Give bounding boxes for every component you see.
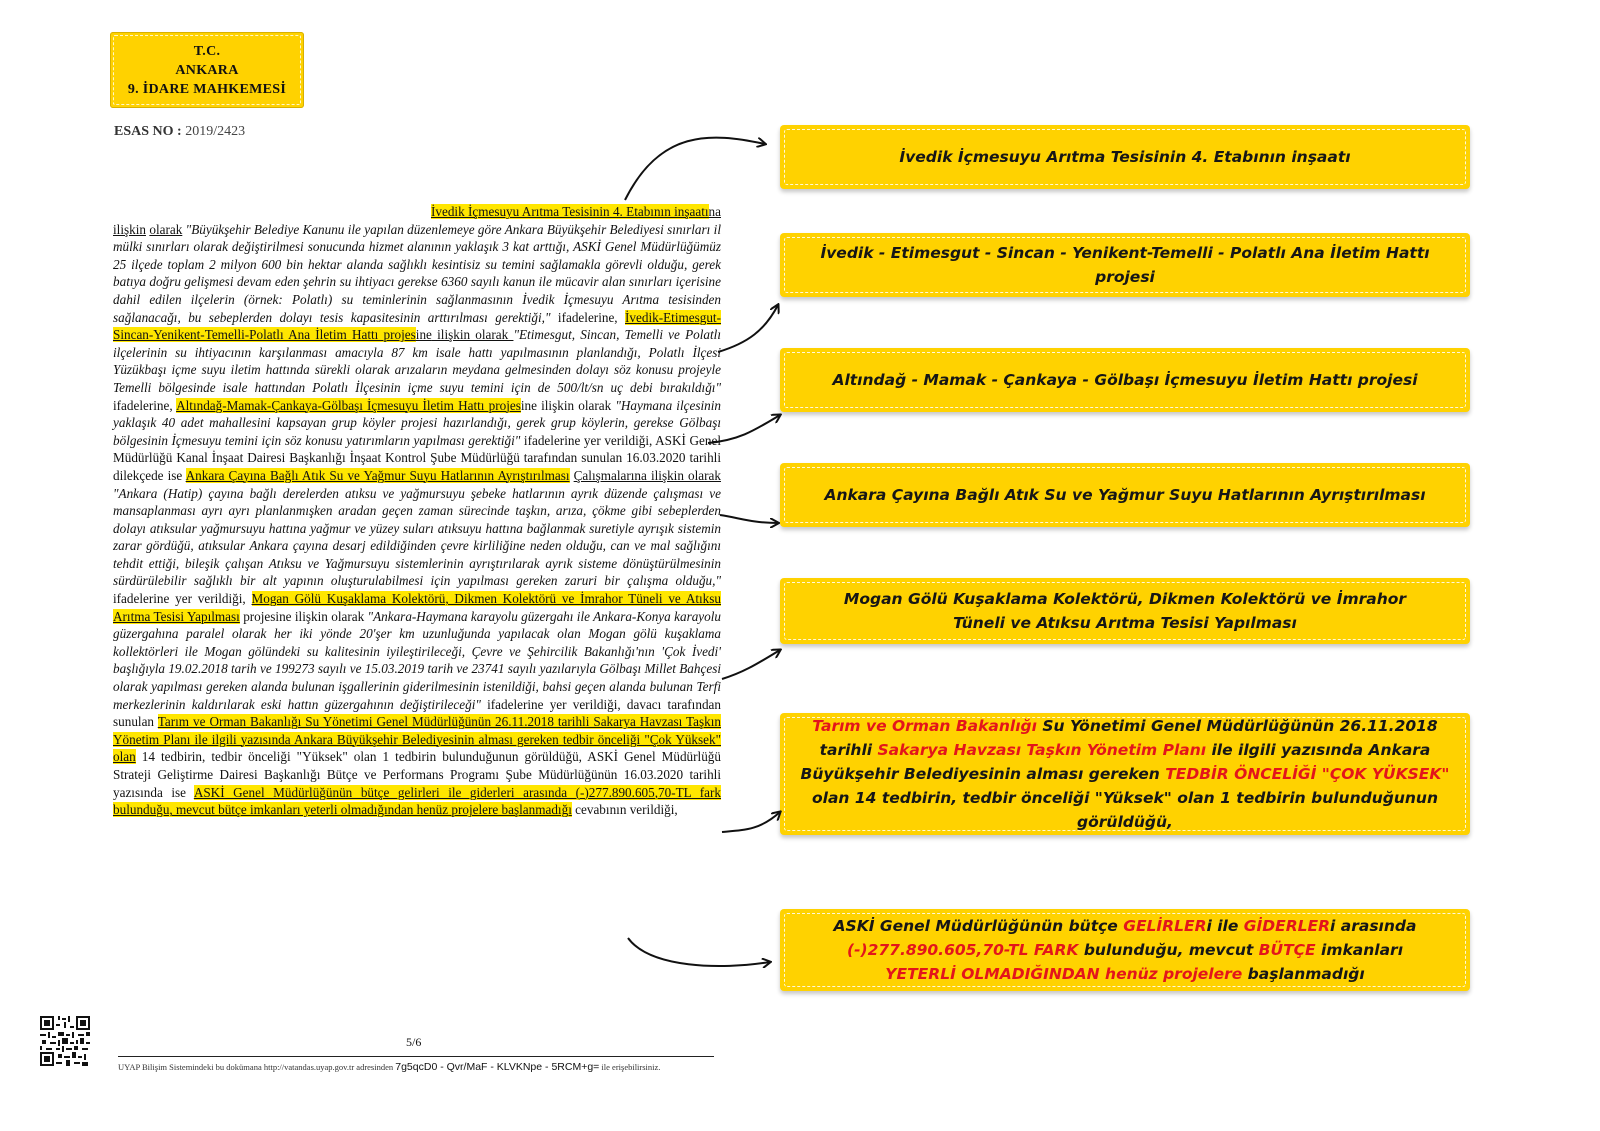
court-header-box — [110, 32, 304, 108]
highlight-tarim-orman: Tarım ve Orman Bakanlığı Su Yönetimi Genel Müdürlüğünün 26.11.2018 tarihli Sakarya Havzası Taşkın Yönetim Planı ile ilgili yazısında Ankara Büyükşehir Belediyesinin alması gereken tedbir önceliği "Çok Yüksek" olan — [113, 714, 721, 765]
arrow-6 — [722, 812, 780, 832]
quote-segment: "Büyükşehir Belediye Kanunu ile yapılan düzenlemeye göre Ankara Büyükşehir Belediyesi sınırları il mülki sınırları olarak değiştirilmesi sonucunda hizmet alanının yaklaşık 3 kat arttığı, ASKİ Genel Müdürlüğümüz 25 ilçede toplam 2 milyon 600 bin hektar alanda sağlıklı kesintisiz su temini sağlamakla görevli olduğu, gerek batıya doğru gelişmesi devam eden şehrin su ihtiyacı gerekse 6360 sayılı kanun ile mücavir alan sınırları içerisine dahil edilen ilçelerin (örnek: Polatlı) su teminlerinin sağlanmasının İvedik İçmesuyu Arıtma tesisinden sağlanacağı, bu sebeplerden dolayı tesis kapasitesinin arttırılması gerektiği," — [113, 221, 722, 325]
red-text: TEDBİR ÖNCELİĞİ "ÇOK YÜKSEK" — [1165, 765, 1450, 783]
quote-segment: "Ankara-Haymana karayolu güzergahı ile Ankara-Konya karayolu güzergahına paralel olarak her iki yönde 20'şer km uzunluğunda yapılacak olan Mogan gölü kuşaklama kollektörleri ile Mogan gölündeki su kalitesinin iyileştirileceği, Çevre ve Şehircilik Bakanlığı'nın 'Çok İvedi' başlığıyla 19.02.2018 tarih ve 199273 sayılı ve 15.03.2019 tarih ve 23741 sayılı yazılarıyla Gölbaşı Millet Bahçesi olarak yapılması gereken alanda bulunan işgallerinin giderilmesinin istenildiği, bahsi geçen alanda bulunan Terfi merkezlerinin kaldırılarak eski hattın güzergahının değiştirileceği" — [113, 608, 721, 712]
highlight-ankara-cayi: Ankara Çayına Bağlı Atık Su ve Yağmur Suyu Hatlarının Ayrıştırılması — [185, 467, 570, 483]
page-number: 5/6 — [406, 1035, 422, 1049]
callout-ivedik-polatli-line — [780, 233, 1470, 297]
arrow-4 — [720, 515, 778, 523]
footer-text-end: ile erişebilirsiniz. — [599, 1062, 661, 1072]
highlight-aski-budget: ASKİ Genel Müdürlüğünün bütçe gelirleri ile giderleri arasında (-)277.890.605,70-TL fark bulunduğu, mevcut bütçe imkanları yeterli olmadığından henüz projelere başlanmadığı — [113, 784, 721, 818]
footer-access-code: 7g5qcD0 - Qvr/MaF - KLVKNpe - 5RCM+g= — [395, 1061, 600, 1073]
text-segment: i ile — [1206, 917, 1244, 935]
red-text: BÜTÇE — [1258, 941, 1316, 959]
red-text: Tarım ve Orman Bakanlığı — [812, 717, 1037, 735]
text-segment: başlanmadığı — [1242, 965, 1365, 983]
qr-code-icon — [40, 1016, 90, 1066]
text-segment: olarak — [149, 221, 183, 237]
text-segment: ile ilgili yazısında Ankara Büyükşehir Belediyesinin alması gereken — [800, 741, 1431, 783]
callout-tarim-orman — [780, 713, 1470, 835]
text-segment: ifadelerine yer verildiği, davacı tarafından sunulan — [113, 696, 721, 730]
red-text: GİDERLER — [1243, 917, 1331, 935]
callout-text — [820, 914, 1430, 986]
footer-text: UYAP Bilişim Sistemindeki bu dokümana http://vatandas.uyap.gov.tr adresinden — [118, 1062, 396, 1072]
callout-text: Mogan Gölü Kuşaklama Kolektörü, Dikmen Kolektörü ve İmrahor Tüneli ve Atıksu Arıtma Tesisi Yapılması — [843, 590, 1407, 632]
callout-mogan — [780, 578, 1470, 644]
court-name: 9. İDARE MAHKEMESİ — [127, 81, 287, 97]
red-text: Sakarya Havzası Taşkın Yönetim Planı — [877, 741, 1207, 759]
first-line — [113, 203, 721, 221]
callout-text: İvedik İçmesuyu Arıtma Tesisinin 4. Etabının inşaatı — [899, 148, 1351, 166]
highlight-ivedik-polatli-line: İvedik-Etimesgut-Sincan-Yenikent-Temelli-Polatlı Ana İletim Hattı projes — [113, 309, 721, 343]
footer-divider — [118, 1056, 714, 1057]
arrow-2 — [718, 305, 778, 352]
callout-ivedik-treatment — [780, 125, 1470, 189]
text-segment: ilişkin — [113, 221, 146, 237]
footer-note — [118, 1061, 660, 1073]
callout-text: İvedik - Etimesgut - Sincan - Yenikent-Temelli - Polatlı Ana İletim Hattı projesi — [820, 244, 1430, 286]
court-city: ANKARA — [175, 62, 239, 78]
red-text: YETERLİ OLMADIĞINDAN henüz projelere — [885, 965, 1243, 983]
text-segment: imkanları — [1315, 941, 1404, 959]
text-segment: na — [708, 204, 721, 219]
text-segment: ifadelerine yer verildiği, — [113, 591, 252, 607]
text-segment: Su Yönetimi Genel Müdürlüğünün 26.11.2018 tarihli — [819, 717, 1438, 759]
quote-segment: "Etimesgut, Sincan, Temelli ve Polatlı ilçelerinin su ihtiyacının karşılanması amacıyla 87 km isale hattı yapılmasının planlandığı, Polatlı İlçesi Yüzükbaşı içme suyu iletim hattında sürekli olarak arızaların meydana gelmesinden dolayı söz konusu projeyle Temelli bölgesinde isale hattından Polatlı İlçesinin içme suyu temini için de 500/lt/sn uç debi bırakıldığı" — [113, 327, 721, 395]
arrow-5 — [722, 650, 780, 679]
case-number — [114, 124, 245, 140]
callout-ankara-cayi — [780, 463, 1470, 527]
text-segment: ine ilişkin olarak — [520, 397, 616, 413]
text-segment: ifadelerine, — [550, 309, 626, 325]
text-segment: ifadelerine yer verildiği, ASKİ Genel Müdürlüğü Kanal İnşaat Dairesi Başkanlığı İnşaat Kontrol Şube Müdürlüğü tarafından sunulan 16.03.2020 tarihli dilekçede ise — [113, 432, 722, 483]
case-number-value: 2019/2423 — [185, 124, 246, 139]
callout-aski-budget — [780, 909, 1470, 991]
callout-text — [798, 714, 1452, 834]
text-segment: Çalışmalarına ilişkin olarak — [573, 467, 721, 483]
callout-text: Ankara Çayına Bağlı Atık Su ve Yağmur Suyu Hatlarının Ayrıştırılması — [824, 486, 1426, 504]
highlight-altindag-line: Altındağ-Mamak-Çankaya-Gölbaşı İçmesuyu İletim Hattı projes — [176, 397, 521, 413]
quote-segment: "Haymana ilçesinin yaklaşık 40 adet mahallesini kapsayan grup köyler projesi hazırlandığı, gerek grup köylerin, gerekse Gölbaşı bölgesinin İçmesuyu temini için söz konusu yatırımların yapılması gerektiği" — [113, 397, 721, 448]
text-segment: ifadelerine, — [113, 397, 177, 413]
arrow-1 — [625, 138, 765, 200]
text-segment: bulunduğu, mevcut — [1078, 941, 1259, 959]
highlight-mogan: Mogan Gölü Kuşaklama Kolektörü, Dikmen Kolektörü ve İmrahor Tüneli ve Atıksu Arıtma Tesisi Yapılması — [113, 591, 721, 624]
red-text: GELİRLER — [1123, 917, 1207, 935]
text-segment: ilişkin olarak — [431, 327, 514, 343]
text-segment: 14 tedbirin, tedbir önceliği "Yüksek" olan 1 tedbirin bulunduğunun görüldüğü, ASKİ Genel Müdürlüğü Strateji Geliştirme Dairesi Başkanlığı Bütçe ve Performans Programı Şube Müdürlüğünün 16.03.2020 tarihli yazısında ise — [113, 749, 721, 800]
body-paragraph — [113, 221, 721, 819]
arrow-7 — [628, 938, 770, 966]
court-tc: T.C. — [193, 43, 221, 59]
case-number-label: ESAS NO : — [114, 124, 182, 139]
text-segment: olan 14 tedbirin, tedbir önceliği "Yüksek" olan 1 tedbirin bulunduğunun görüldüğü, — [812, 789, 1438, 831]
document-body — [113, 203, 721, 819]
text-segment: ine — [415, 327, 432, 343]
text-segment: projesine ilişkin olarak — [239, 608, 368, 624]
text-segment: ASKİ Genel Müdürlüğünün bütçe — [833, 917, 1124, 935]
callout-text: Altındağ - Mamak - Çankaya - Gölbaşı İçmesuyu İletim Hattı projesi — [832, 371, 1418, 389]
red-text: (-)277.890.605,70-TL FARK — [846, 941, 1079, 959]
text-segment: cevabının verildiği, — [571, 802, 678, 818]
callout-altindag-line — [780, 348, 1470, 412]
highlight-ivedik-treatment: İvedik İçmesuyu Arıtma Tesisinin 4. Etabının inşaatı — [430, 204, 709, 219]
text-segment: i arasında — [1330, 917, 1417, 935]
quote-segment: "Ankara (Hatip) çayına bağlı derelerden atıksu ve yağmursuyu şebeke hatlarının ayrık düzende çalışması ve mansaplanması ayrı ayrı planlanmışken aradan geçen zaman sürecinde taşkın, arıza, çökme gibi sebeplerden dolayı atıksular yağmursuyu hattına yağmur ve yüzey suları atıksuyu hattına bağlanmak suretiyle ayrışık sistemin zarar gördüğü, atıksular Ankara çayına desarj edildiğinden çevre kirliliğine neden olduğu, can ve mal sağlığını tehdit ettiği, bileşik çalışan Atıksu ve Yağmursuyu sistemlerinin ayrıştırılarak ayrık sisteme dönüştürülmesinin sürdürülebilir sağlıklı bir alt yapının oluşturulabilmesi için yapılması gereken zaruri bir çalışma olduğu," — [113, 485, 721, 589]
